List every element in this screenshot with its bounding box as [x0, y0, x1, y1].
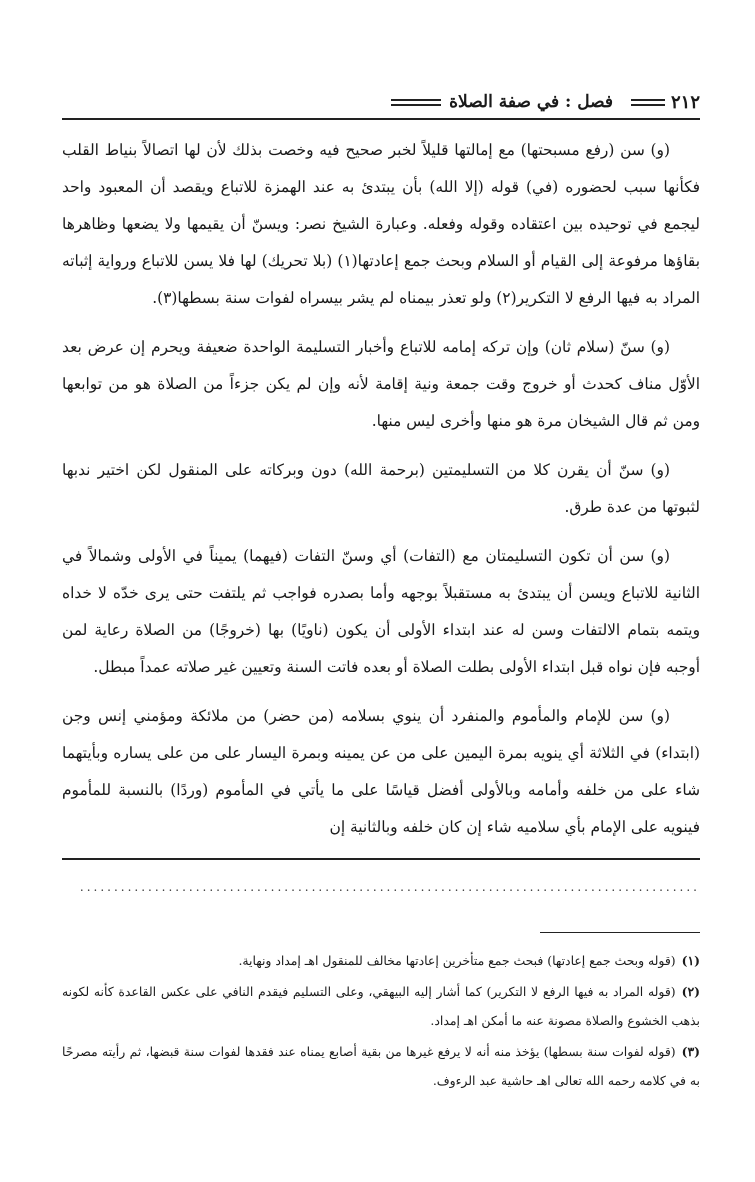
- page-number: ٢١٢: [670, 91, 700, 113]
- paragraph: (و) سن (رفع مسبحتها) مع إمالتها قليلاً لخبر صحيح فيه وخصت بذلك لأن لها اتصالاً بنياط القلب فكأنها سبب لحضوره (في) قوله (إلا الله) بأن يبتدئ به عند الهمزة للاتباع ويقصد أن المعبود واحد ليجمع في توحيده بين اعتقاده وقوله وفعله. وعبارة الشيخ نصر: ويسنّ أن يقيمها ولا يضعها وظاهرها بقاؤها مرفوعة إلى القيام أو السلام وبحث جمع إعادتها(١) (بلا تحريك) لها فلا يسن للاتباع ورواية إثباته المراد به فيها الرفع لا التكرير(٢) ولو تعذر بيمناه لم يشر بيسراه لفوات سنة بسطها(٣).: [62, 141, 700, 307]
- footnote: [62, 946, 700, 975]
- running-header: [62, 82, 700, 122]
- section-title: فصل : في صفة الصلاة: [449, 92, 613, 112]
- footnote: [62, 1037, 700, 1095]
- footnote-rule: [540, 932, 700, 933]
- footnote-separator: [62, 858, 700, 936]
- footnote-text: (قوله وبحث جمع إعادتها) فبحث جمع متأخرين إعادتها مخالف للمنقول اهـ إمداد ونهاية.: [238, 953, 676, 968]
- header-divider: [62, 118, 700, 120]
- footnote-number: (١): [681, 953, 700, 968]
- header-ornament-rule: [391, 99, 441, 106]
- paragraph: (و) سن أن تكون التسليمتان مع (التفات) أي وسنّ التفات (فيهما) يميناً في الأولى وشمالاً في الثانية للاتباع ويسن أن يبتدئ به مستقبلاً بوجهه وأما بصدره فواجب ثم يلتفت حتى يرى خدّه لا خداه ويتمه بتمام الالتفات وسن له عند ابتداء الأولى أن يكون (ناويًا) بها (خروجًا) من الصلاة رعاية لمن أوجبه فإن نواه قبل ابتداء الأولى بطلت الصلاة أو بعده فاتت السنة وتعيين غير صلاته عمداً مبطل.: [62, 547, 700, 676]
- footnotes: [62, 946, 700, 1095]
- footnote-text: (قوله المراد به فيها الرفع لا التكرير) كما أشار إليه البيهقي، وعلى التسليم فيقدم النافي على عكس القاعدة كأنه لكونه بذهب الخشوع والصلاة مصونة عنه ما أمكن اهـ إمداد.: [62, 984, 700, 1028]
- header-ornament-rule: [631, 99, 665, 106]
- dotted-separator: ...........................................................................................: [79, 880, 700, 894]
- footnote-number: (٣): [681, 1044, 700, 1059]
- footnote-text: (قوله لفوات سنة بسطها) يؤخذ منه أنه لا يرفع غيرها من بقية أصابع يمناه عند فقدها لفوات سنة قبضها، ثم رأيته مصرحًا به في كلامه رحمه الله تعالى اهـ حاشية عبد الرءوف.: [62, 1044, 700, 1088]
- paragraph: (و) سنّ أن يقرن كلا من التسليمتين (برحمة الله) دون وبركاته على المنقول لكن اختير ندبها لثبوتها من عدة طرق.: [62, 461, 700, 516]
- main-text: [62, 132, 700, 846]
- paragraph: (و) سن للإمام والمأموم والمنفرد أن ينوي بسلامه (من حضر) من ملائكة ومؤمني إنس وجن (ابتداء) في الثلاثة أي ينويه بمرة اليمين على من عن يمينه وبمرة اليسار على من على يساره وبأيتهما شاء على من خلفه وأمامه وبالأولى أفضل قياسًا على ما يأتي في المأموم (وردًا) بالنسبة للمأموم فينويه على الإمام بأي سلاميه شاء إن كان خلفه وبالثانية إن: [62, 707, 700, 836]
- footnote-number: (٢): [681, 984, 700, 999]
- footnote: [62, 977, 700, 1035]
- paragraph: (و) سنّ (سلام ثان) وإن تركه إمامه للاتباع وأخبار التسليمة الواحدة ضعيفة ويحرم إن عرض بعد الأوّل مناف كحدث أو خروج وقت جمعة ونية إقامة لأنه وإن لم يكن جزءاً من الصلاة هو من توابعها ومن ثم قال الشيخان مرة هو منها وأخرى ليس منها.: [62, 338, 700, 430]
- book-page: [62, 82, 700, 1097]
- separator-line: [62, 858, 700, 860]
